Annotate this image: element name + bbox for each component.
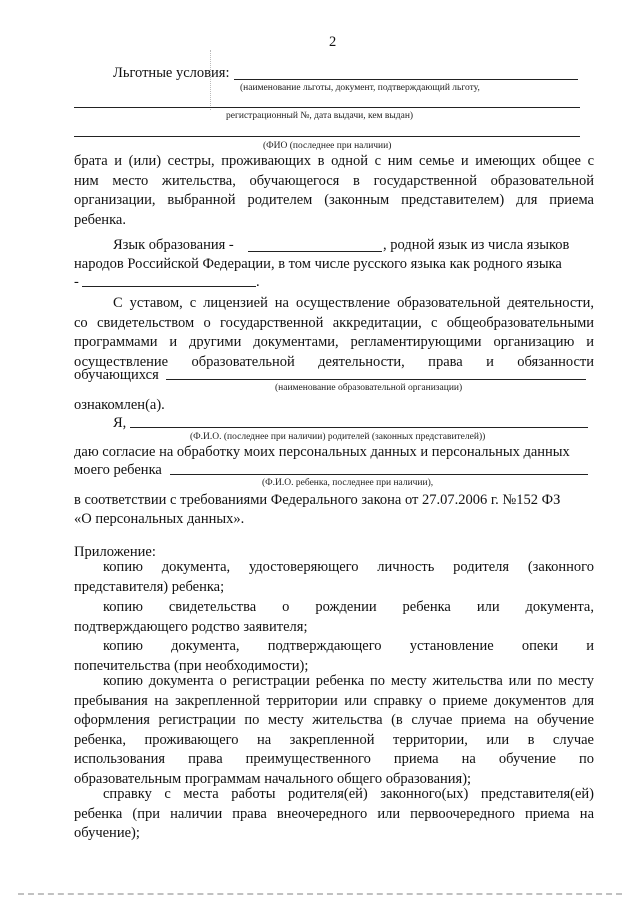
attachment-line: пребывания на закрепленной территории или справку о приеме документов для: [74, 692, 594, 709]
sibling-fio-caption: (ФИО (последнее при наличии): [263, 141, 392, 151]
language-native-text: , родной язык из числа языков: [383, 237, 570, 253]
org-name-caption: (наименование образовательной организации): [275, 383, 463, 393]
privilege-caption-2: регистрационный №, дата выдачи, кем выдан): [226, 111, 414, 121]
language-period: .: [256, 274, 260, 290]
attachment-line: обучение);: [74, 825, 140, 841]
sibling-line: ним место жительства, обучающегося в государственной образовательной: [74, 172, 594, 189]
attachment-line: ребенка (при наличии права внеочередного или первоочередного приема на: [74, 805, 594, 822]
attachment-line: копию документа о регистрации ребенка по месту жительства или по месту: [103, 673, 594, 689]
language-dash: -: [74, 274, 79, 290]
charter-line: программами и другими документами, регламентирующими организацию и: [74, 334, 594, 350]
parent-fio-fill-line[interactable]: [130, 427, 588, 428]
attachment-line: копию свидетельства о рождении ребенка или документа,: [103, 599, 594, 615]
page-number: 2: [329, 34, 337, 50]
attachment-line: представителя) ребенка;: [74, 578, 225, 595]
law-line-2: «О персональных данных».: [74, 511, 245, 527]
child-fio-fill-line[interactable]: [170, 474, 588, 475]
attachment-line: подтверждающего родство заявителя;: [74, 618, 308, 635]
attachment-line: использования права преимущественного приема на обучение по: [74, 751, 594, 767]
parent-fio-caption: (Ф.И.О. (последнее при наличии) родителей (законных представителей)): [190, 432, 486, 442]
law-line-1: в соответствии с требованиями Федерального закона от 27.07.2006 г. №152 ФЗ: [74, 492, 561, 508]
privilege-fill-line-2[interactable]: [74, 107, 580, 108]
attachment-item: [74, 558, 594, 597]
charter-line: осуществление образовательной деятельности, права и обязанности: [74, 353, 594, 370]
charter-students: обучающихся: [74, 367, 159, 383]
language-line-2: народов Российской Федерации, в том числе русского языка как родного языка: [74, 256, 562, 272]
attachment-line: оформления регистрации по месту жительства (в случае приема на обучение: [74, 712, 594, 728]
scan-edge-artifact: [18, 893, 622, 895]
consent-line-2: моего ребенка: [74, 462, 162, 478]
familiar-text: ознакомлен(а).: [74, 397, 165, 413]
attachment-line: ребенка, проживающего на закрепленной территории, или в случае: [74, 731, 594, 748]
native-language-fill-line[interactable]: [82, 286, 256, 287]
attachments-heading: Приложение:: [74, 544, 156, 560]
attachment-item: [74, 672, 594, 789]
language-label: Язык образования -: [113, 237, 234, 253]
sibling-line: ребенка.: [74, 211, 126, 228]
attachment-line: копию документа, удостоверяющего личность родителя (законного: [103, 559, 594, 575]
attachment-item: [74, 637, 594, 676]
org-name-fill-line[interactable]: [166, 379, 586, 380]
charter-line: С уставом, с лицензией на осуществление образовательной деятельности,: [113, 295, 594, 311]
sibling-paragraph: [74, 152, 594, 230]
consent-line-1: даю согласие на обработку моих персональных данных и персональных данных: [74, 444, 570, 460]
attachment-line: образовательным программам начального общего образования);: [74, 770, 472, 787]
language-fill-line[interactable]: [248, 251, 382, 252]
attachment-item: [74, 598, 594, 637]
sibling-line: брата и (или) сестры, проживающих в одной с ним семье и имеющих общее с: [74, 153, 594, 169]
attachment-item: [74, 785, 594, 844]
attachment-line: попечительства (при необходимости);: [74, 657, 309, 674]
charter-line: со свидетельством о государственной аккредитации, с общеобразовательными: [74, 314, 594, 331]
consent-i: Я,: [113, 415, 127, 431]
child-fio-caption: (Ф.И.О. ребенка, последнее при наличии),: [262, 478, 434, 488]
charter-paragraph: [74, 294, 594, 372]
attachment-line: справку с места работы родителя(ей) законного(ых) представителя(ей): [103, 786, 594, 802]
sibling-line: организации, выбранной родителем (законным представителем) для приема: [74, 192, 594, 208]
privilege-fill-line-1[interactable]: [234, 79, 578, 80]
sibling-fio-line[interactable]: [74, 136, 580, 137]
attachment-line: копию документа, подтверждающего установление опеки и: [103, 638, 594, 654]
privilege-caption-1: (наименование льготы, документ, подтверждающий льготу,: [240, 83, 480, 93]
privilege-label: Льготные условия:: [113, 65, 230, 81]
